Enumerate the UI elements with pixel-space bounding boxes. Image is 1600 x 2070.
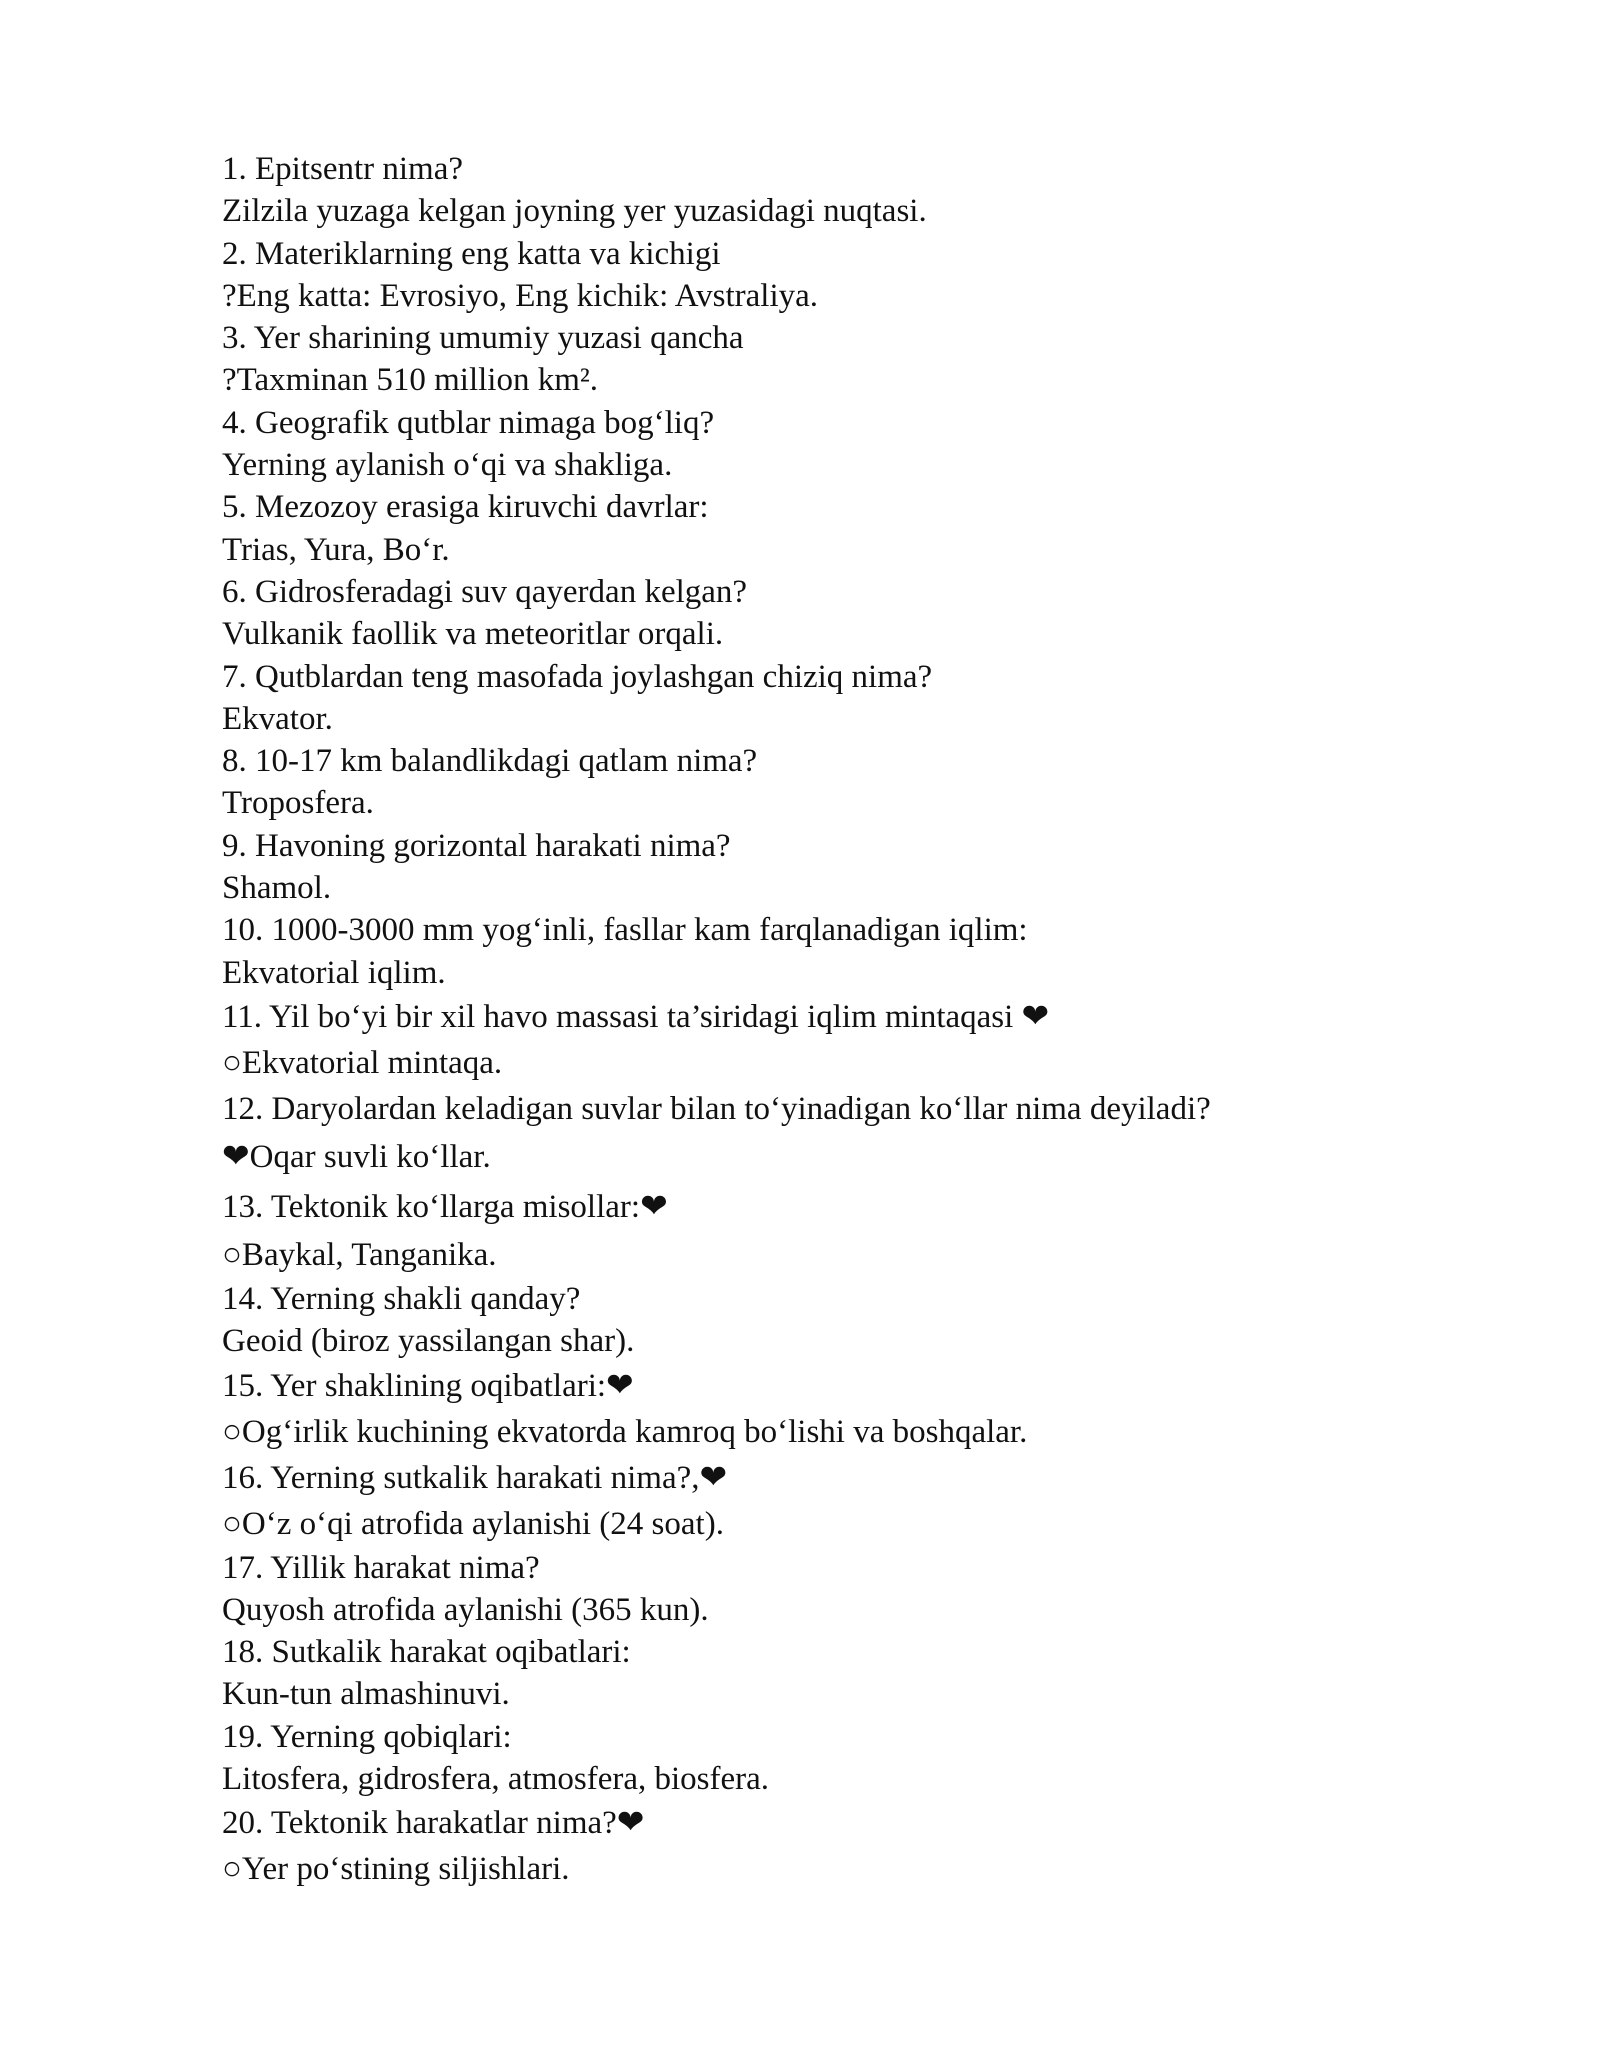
question-14: 14. Yerning shakli qanday? (222, 1280, 581, 1317)
answer-11: ○Ekvatorial mintaqa. (222, 1044, 503, 1081)
question-16: 16. Yerning sutkalik harakati nima?,❤ (222, 1459, 728, 1496)
answer-1: Zilzila yuzaga kelgan joyning yer yuzasidagi nuqtasi. (222, 193, 927, 230)
answer-4: Yerning aylanish o‘qi va shakliga. (222, 447, 673, 484)
question-5: 5. Mezozoy erasiga kiruvchi davrlar: (222, 489, 709, 526)
question-19: 19. Yerning qobiqlari: (222, 1718, 512, 1755)
question-7: 7. Qutblardan teng masofada joylashgan chiziq nima? (222, 658, 933, 695)
answer-7: Ekvator. (222, 700, 333, 737)
answer-15: ○Og‘irlik kuchining ekvatorda kamroq bo‘lishi va boshqalar. (222, 1413, 1028, 1450)
question-11: 11. Yil bo‘yi bir xil havo massasi ta’siridagi iqlim mintaqasi ❤ (222, 998, 1050, 1035)
question-13: 13. Tektonik ko‘llarga misollar:❤ (222, 1188, 668, 1225)
question-4: 4. Geografik qutblar nimaga bog‘liq? (222, 404, 715, 441)
answer-2: ?Eng katta: Evrosiyo, Eng kichik: Avstraliya. (222, 277, 819, 314)
question-3: 3. Yer sharining umumiy yuzasi qancha (222, 320, 744, 357)
answer-20: ○Yer po‘stining siljishlari. (222, 1851, 570, 1888)
question-9: 9. Havoning gorizontal harakati nima? (222, 827, 731, 864)
question-10: 10. 1000-3000 mm yog‘inli, fasllar kam farqlanadigan iqlim: (222, 912, 1028, 949)
answer-9: Shamol. (222, 870, 332, 907)
question-15: 15. Yer shaklining oqibatlari:❤ (222, 1367, 634, 1404)
answer-12: ❤Oqar suvli ko‘llar. (222, 1138, 491, 1175)
document-page (222, 148, 1522, 1892)
question-6: 6. Gidrosferadagi suv qayerdan kelgan? (222, 573, 748, 610)
question-20: 20. Tektonik harakatlar nima?❤ (222, 1805, 645, 1842)
question-17: 17. Yillik harakat nima? (222, 1549, 540, 1586)
question-2: 2. Materiklarning eng katta va kichigi (222, 235, 721, 272)
answer-13: ○Baykal, Tanganika. (222, 1236, 497, 1273)
answer-3: ?Taxminan 510 million km². (222, 362, 599, 399)
question-18: 18. Sutkalik harakat oqibatlari: (222, 1634, 631, 1671)
answer-19: Litosfera, gidrosfera, atmosfera, biosfera. (222, 1761, 770, 1798)
answer-17: Quyosh atrofida aylanishi (365 kun). (222, 1591, 709, 1628)
answer-8: Troposfera. (222, 785, 374, 822)
question-8: 8. 10-17 km balandlikdagi qatlam nima? (222, 743, 758, 780)
answer-18: Kun-tun almashinuvi. (222, 1676, 510, 1713)
question-12: 12. Daryolardan keladigan suvlar bilan to‘yinadigan ko‘llar nima deyiladi? (222, 1090, 1211, 1127)
answer-16: ○O‘z o‘qi atrofida aylanishi (24 soat). (222, 1505, 724, 1542)
question-1: 1. Epitsentr nima? (222, 151, 464, 187)
answer-10: Ekvatorial iqlim. (222, 954, 446, 991)
answer-5: Trias, Yura, Bo‘r. (222, 531, 450, 568)
answer-14: Geoid (biroz yassilangan shar). (222, 1323, 635, 1360)
answer-6: Vulkanik faollik va meteoritlar orqali. (222, 616, 724, 653)
